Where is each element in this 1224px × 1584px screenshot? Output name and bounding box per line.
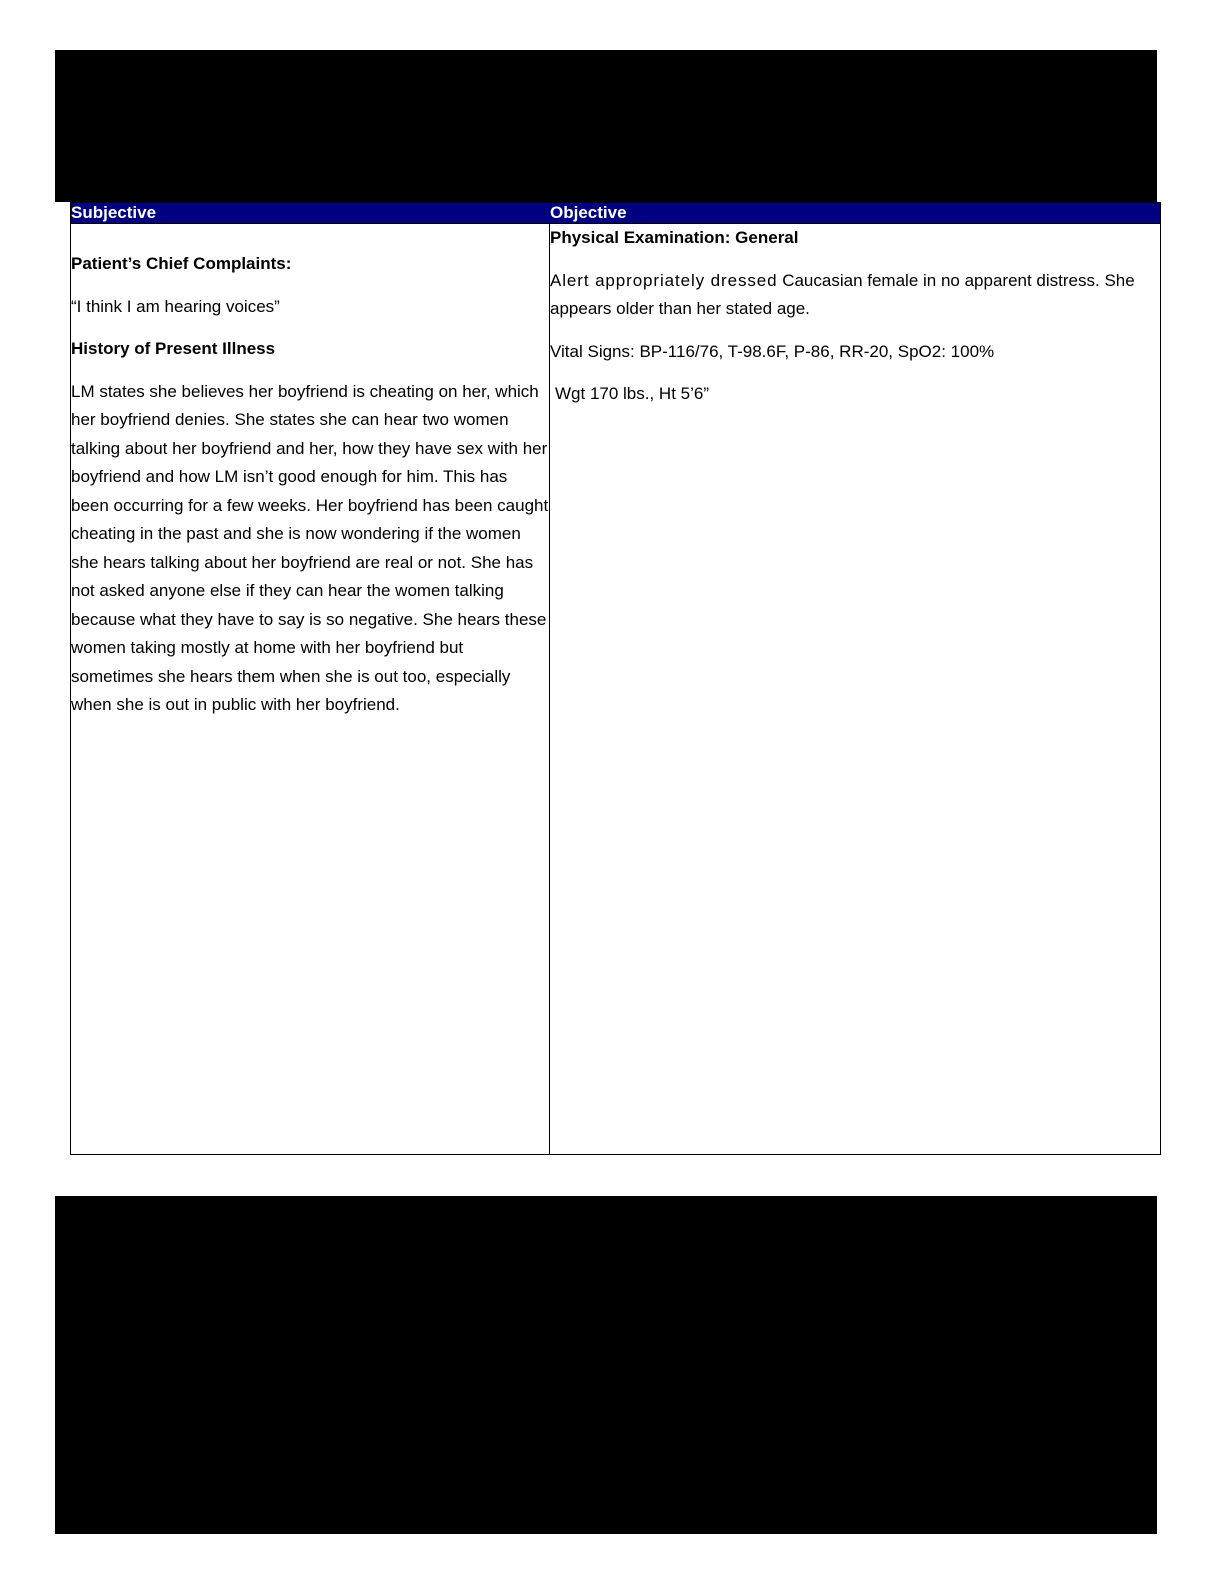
measurements-text: Wgt 170 lbs., Ht 5’6” bbox=[555, 384, 710, 403]
soap-note-document bbox=[70, 202, 1158, 1155]
vital-signs-text: Vital Signs: BP-116/76, T-98.6F, P-86, RR-20, SpO2: 100% bbox=[550, 341, 995, 361]
physical-examination-heading: Physical Examination: General bbox=[550, 228, 799, 247]
column-header-objective: Objective bbox=[550, 203, 1161, 224]
history-of-present-illness-text: LM states she believes her boyfriend is cheating on her, which her boyfriend denies. She states she can hear two women talking about her boyfriend and her, how they have sex with her boyfriend and how LM isn’t good enough for him. This has been occurring for a few weeks. Her boyfriend has been caught cheating in the past and she is now wondering if the women she hears talking about her boyfriend are real or not. She has not asked anyone else if they can hear the women talking because what they have to say is so negative. She hears these women taking mostly at home with her boyfriend but sometimes she hears them when she is out too, especially when she is out in public with her boyfriend. bbox=[71, 381, 549, 714]
subjective-top-spacer bbox=[71, 224, 549, 250]
general-appearance-text bbox=[550, 267, 1160, 324]
objective-cell bbox=[550, 224, 1161, 1155]
soap-table bbox=[70, 202, 1161, 1155]
bottom-mask bbox=[55, 1196, 1157, 1534]
top-mask bbox=[55, 50, 1157, 202]
chief-complaint-quote: “I think I am hearing voices” bbox=[71, 296, 280, 316]
column-header-subjective: Subjective bbox=[71, 203, 550, 224]
general-appearance-lead: Alert appropriately dressed bbox=[550, 270, 778, 290]
subjective-cell bbox=[71, 224, 550, 1155]
general-appearance-rest: Caucasian female in no apparent distress. She appears older than her stated age. bbox=[550, 270, 1135, 318]
table-header-row bbox=[71, 203, 1161, 224]
table-content-row bbox=[71, 224, 1161, 1155]
chief-complaints-heading: Patient’s Chief Complaints: bbox=[71, 254, 292, 273]
history-of-present-illness-heading: History of Present Illness bbox=[71, 339, 276, 358]
